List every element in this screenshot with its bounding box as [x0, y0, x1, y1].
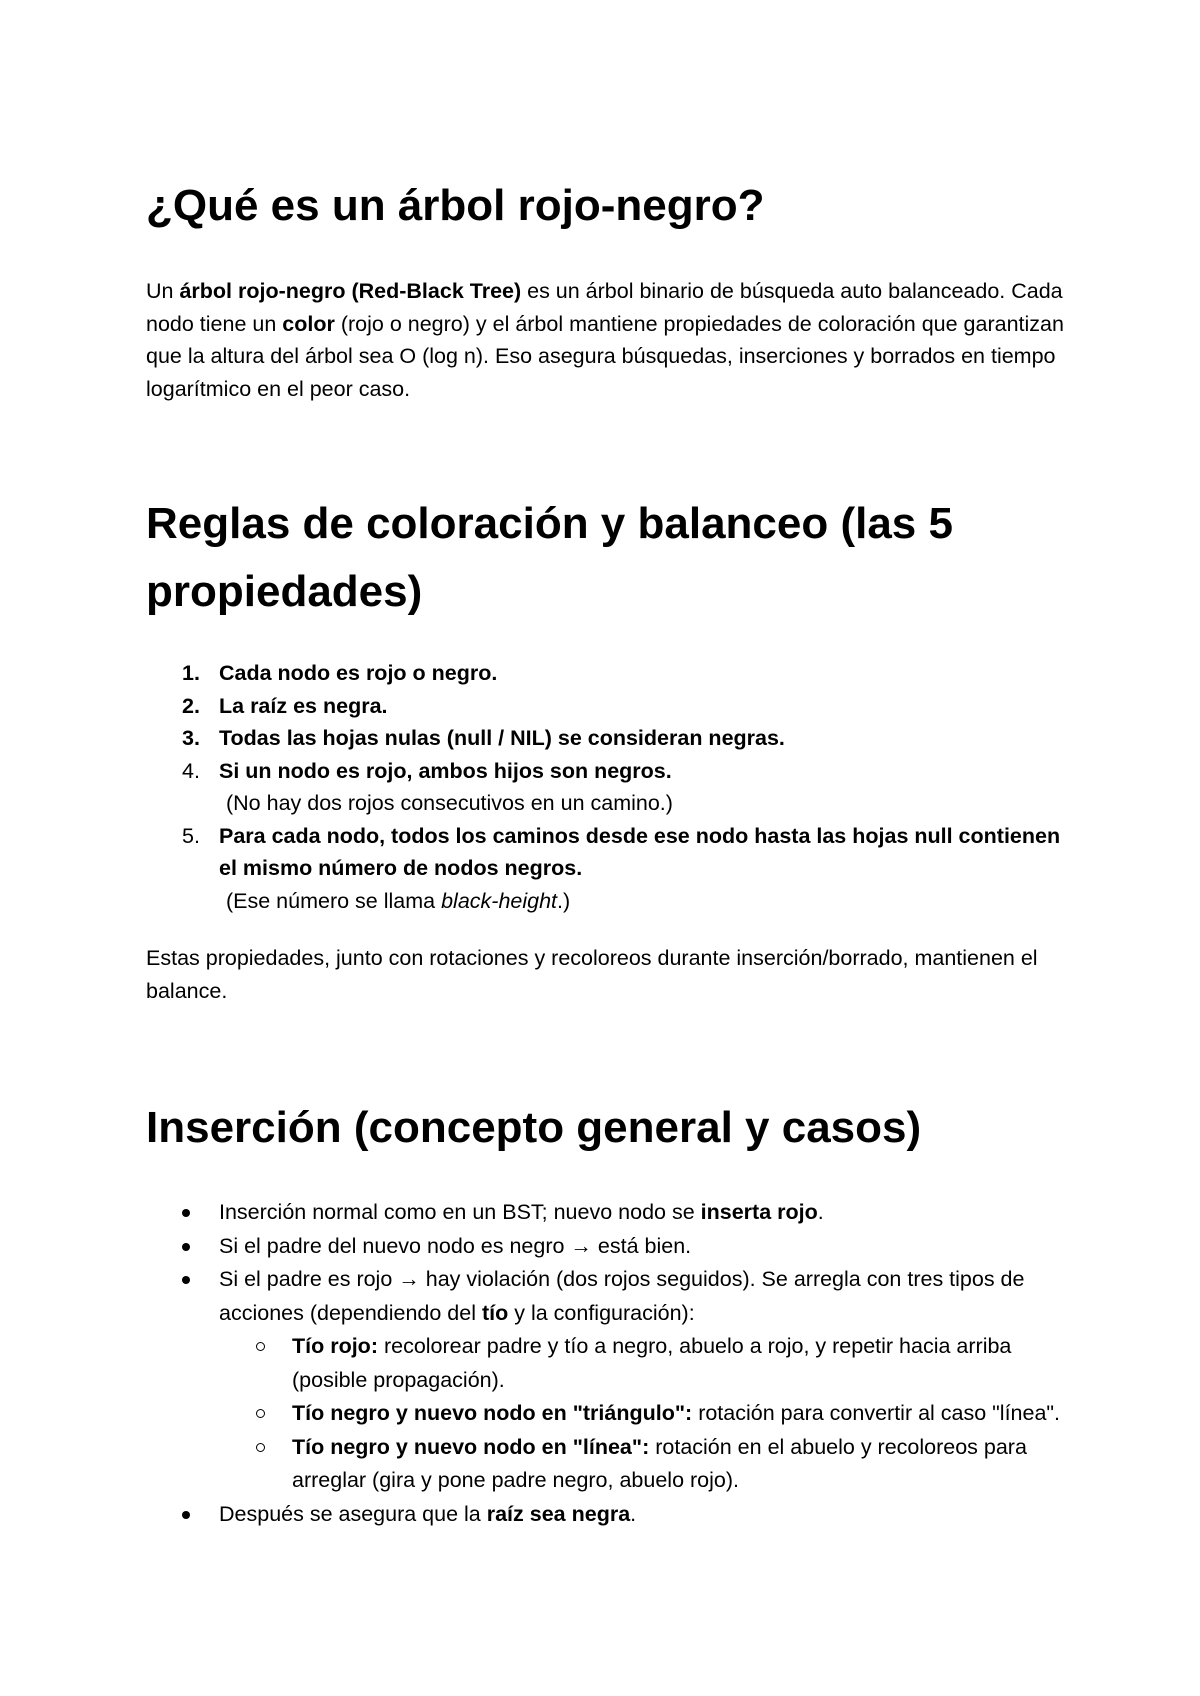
section-heading-insertion: Inserción (concepto general y casos) — [146, 1103, 922, 1152]
rule-item: 2. La raíz es negra. — [182, 693, 388, 718]
rule-item: 4. Si un nodo es rojo, ambos hijos son negros. (No hay dos rojos consecutivos en un camino.) — [146, 755, 1066, 820]
case-item: Tío negro y nuevo nodo en "triángulo": rotación para convertir al caso "línea". — [219, 1397, 1066, 1431]
term-black-height: black-height — [441, 888, 558, 913]
list-item: Después se asegura que la raíz sea negra. — [146, 1498, 1066, 1532]
rule-item: 3. Todas las hojas nulas (null / NIL) se consideran negras. — [182, 726, 785, 750]
section-heading-what-is: ¿Qué es un árbol rojo-negro? — [146, 181, 765, 230]
bullet-icon — [182, 1276, 190, 1284]
term-red-black-tree: árbol rojo-negro (Red-Black Tree) — [179, 279, 522, 303]
rule-item: 1. Cada nodo es rojo o negro. — [182, 661, 498, 685]
intro-paragraph: Un árbol rojo-negro (Red-Black Tree) es un árbol binario de búsqueda auto balanceado. Cada nodo tiene un color (rojo o negro) y el árbol mantiene propiedades de coloración que garantizan que la altura del árbol sea O (log n). Eso asegura búsquedas, inserciones y borrados en tiempo logarítmico en el peor caso. — [146, 279, 1064, 401]
bullet-icon — [182, 1209, 190, 1217]
rules-closing-paragraph: Estas propiedades, junto con rotaciones y recoloreos durante inserción/borrado, mantienen el balance. — [146, 946, 1038, 1003]
list-item: Si el padre del nuevo nodo es negro → está bien. — [146, 1230, 1066, 1264]
insertion-list — [146, 1196, 1066, 1531]
case-item: Tío negro y nuevo nodo en "línea": rotación en el abuelo y recoloreos para arreglar (gira y pone padre negro, abuelo rojo). — [219, 1431, 1066, 1498]
case-item: Tío rojo: recolorear padre y tío a negro, abuelo a rojo, y repetir hacia arriba (posible propagación). — [219, 1330, 1066, 1397]
rules-list — [146, 657, 1066, 917]
bullet-icon — [182, 1243, 190, 1251]
list-item: Inserción normal como en un BST; nuevo nodo se inserta rojo. — [146, 1196, 1066, 1230]
rule-item: 5. Para cada nodo, todos los caminos desde ese nodo hasta las hojas null contienen el mismo número de nodos negros. (Ese número se llama black-height.) — [146, 820, 1066, 918]
insertion-cases-list — [219, 1330, 1066, 1498]
circle-bullet-icon — [256, 1409, 265, 1418]
rule-note: (No hay dos rojos consecutivos en un camino.) — [226, 791, 673, 815]
term-color: color — [282, 311, 335, 336]
section-heading-rules: Reglas de coloración y balanceo (las 5 propiedades) — [146, 499, 953, 616]
rule-note: (Ese número se llama black-height.) — [226, 888, 571, 913]
circle-bullet-icon — [256, 1342, 265, 1351]
list-item: Si el padre es rojo → hay violación (dos rojos seguidos). Se arregla con tres tipos de acciones (dependiendo del tío y la configuración): Tío rojo: recolorear padre y tío a negro, abuelo a rojo, y repetir hacia arriba (posible propagación). Tío negro y nuevo nodo en "triángulo": rotación para convertir al caso "línea". Tío negro y nuevo nodo en "línea": rotación en el abuelo y recoloreos para arreglar (gira y pone padre negro, abuelo rojo). — [146, 1263, 1066, 1498]
bullet-icon — [182, 1511, 190, 1519]
circle-bullet-icon — [256, 1443, 265, 1452]
